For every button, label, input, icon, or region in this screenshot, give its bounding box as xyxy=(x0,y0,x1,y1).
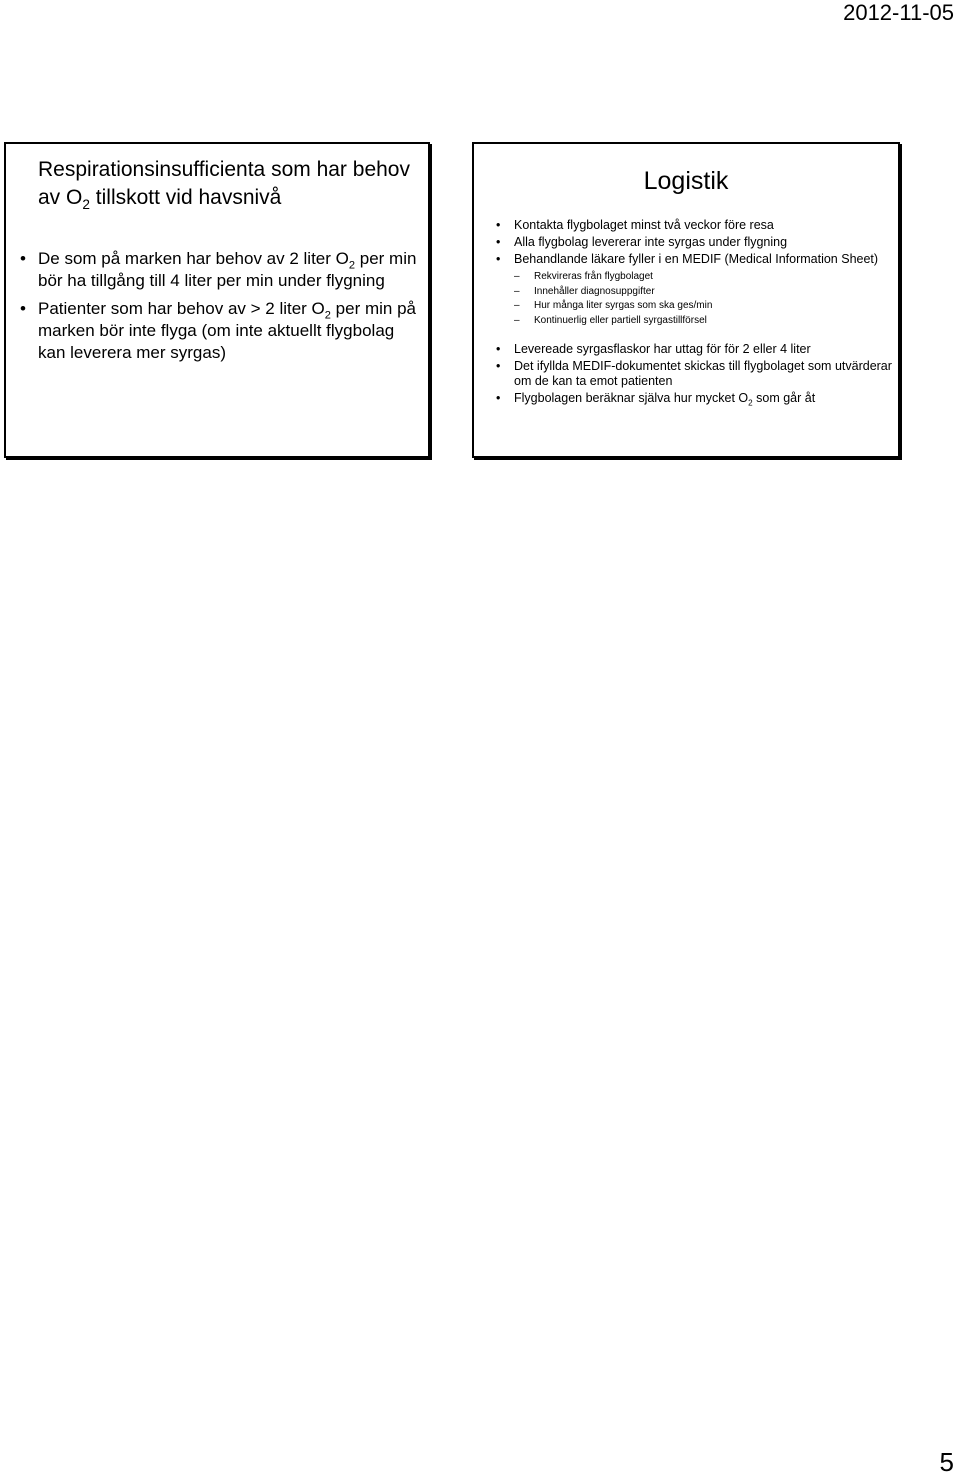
document-date: 2012-11-05 xyxy=(843,0,954,25)
bullet-list xyxy=(496,218,892,408)
bullet-icon: • xyxy=(496,218,501,232)
list-item: • Alla flygbolag levererar inte syrgas under flygning xyxy=(496,235,788,249)
bullet-icon: • xyxy=(20,299,26,318)
dash-icon: – xyxy=(514,271,520,282)
bullet-icon: • xyxy=(496,252,501,266)
list-item: • Behandlande läkare fyller i en MEDIF (Medical Information Sheet) – Rekvireras från flygbolaget – Innehåller diagnosuppgifter – Hur många liter syrgas som ska ges/min – Kontinuerlig eller partiell syrgastillförsel xyxy=(496,252,892,327)
sub-list-item: – Kontinuerlig eller partiell syrgastillförsel xyxy=(514,314,707,326)
bullet-icon: • xyxy=(496,390,501,405)
list-item: • Det ifyllda MEDIF-dokumentet skickas till flygbolaget som utvärderar om de kan ta emot patienten xyxy=(496,358,892,388)
list-item: • Patienter som har behov av > 2 liter $O_2$ per min på marken bör inte flyga (om inte aktuellt flygbolag kan leverera mer syrgas) xyxy=(20,299,416,362)
bullet-icon: • xyxy=(496,358,501,373)
sub-list-item: – Hur många liter syrgas som ska ges/min xyxy=(514,300,713,311)
sub-list-item: – Innehåller diagnosuppgifter xyxy=(514,285,655,297)
list-item: • Flygbolagen beräknar själva hur mycket $O_2$ som går åt xyxy=(496,390,816,407)
page-number: 5 xyxy=(939,1447,954,1477)
bullet-icon: • xyxy=(496,341,501,356)
bullet-icon: • xyxy=(496,235,501,249)
list-item: • Levereade syrgasflaskor har uttag för för 2 eller 4 liter xyxy=(496,341,811,356)
sub-list-item: – Rekvireras från flygbolaget xyxy=(514,271,653,282)
slide-title: Respirationsinsufficienta som har behov av $O_2$ tillskott vid havsnivå xyxy=(38,158,410,213)
dash-icon: – xyxy=(514,314,520,326)
sub-bullet-list xyxy=(514,270,892,327)
dash-icon: – xyxy=(514,285,520,297)
bullet-icon: • xyxy=(20,249,26,268)
slide-title: Logistik xyxy=(643,167,729,195)
list-item: • Kontakta flygbolaget minst två veckor före resa xyxy=(496,218,774,232)
slide-logistik xyxy=(472,142,900,458)
slide-respirationsinsufficienta xyxy=(4,142,430,458)
dash-icon: – xyxy=(514,300,520,311)
bullet-list xyxy=(20,248,420,370)
list-item: • De som på marken har behov av 2 liter $O_2$ per min bör ha tillgång till 4 liter per min under flygning xyxy=(20,249,417,290)
